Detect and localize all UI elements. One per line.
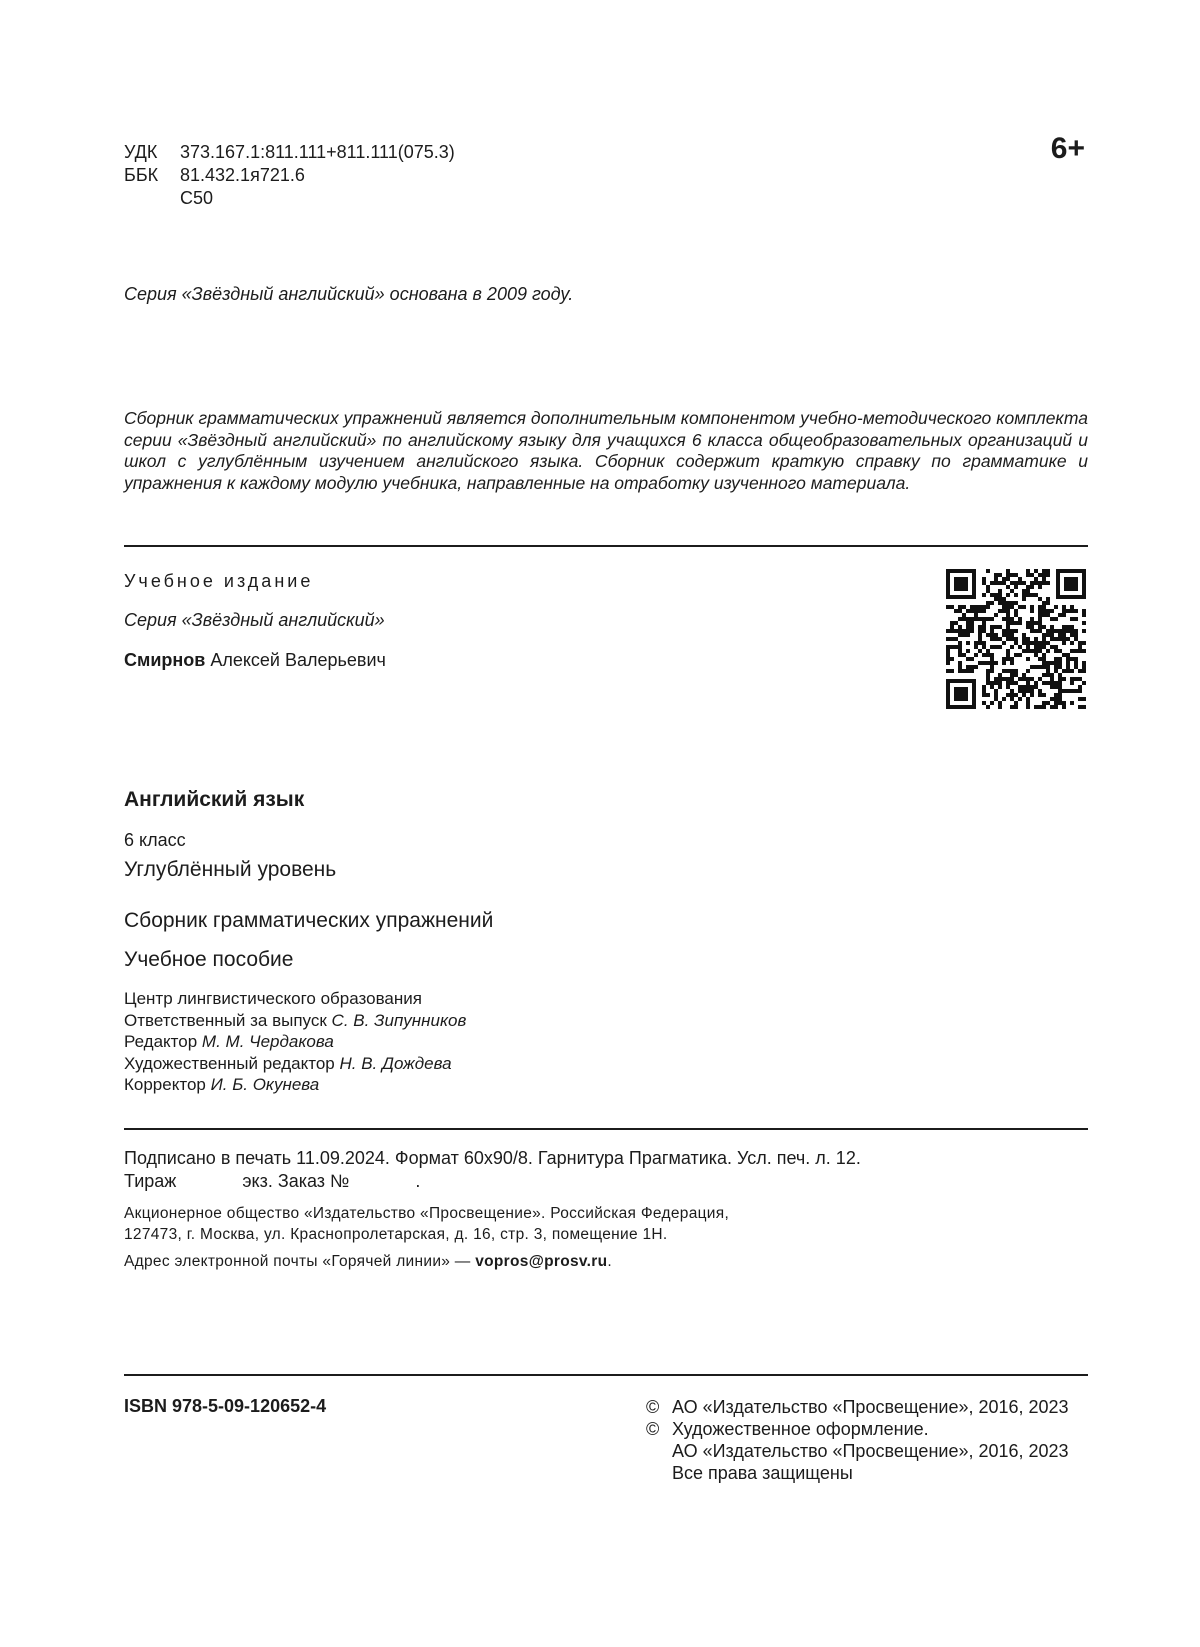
udk-value: 373.167.1:811.111+811.111(075.3) bbox=[180, 142, 455, 162]
publisher-line2: 127473, г. Москва, ул. Краснопролетарская, д. 16, стр. 3, помещение 1Н. bbox=[124, 1226, 668, 1243]
classification-block bbox=[124, 141, 455, 210]
age-rating: 6+ bbox=[1050, 132, 1085, 165]
responsible-line: Ответственный за выпуск С. В. Зипунников bbox=[124, 1010, 467, 1030]
divider-top bbox=[124, 545, 1088, 547]
isbn: ISBN 978-5-09-120652-4 bbox=[124, 1396, 327, 1416]
proofreader-name: И. Б. Окунева bbox=[210, 1075, 320, 1094]
art-editor-line: Художественный редактор Н. В. Дождева bbox=[124, 1053, 452, 1073]
copyright-line3: АО «Издательство «Просвещение», 2016, 2023 bbox=[672, 1441, 1069, 1461]
divider-middle bbox=[124, 1128, 1088, 1130]
level: Углублённый уровень bbox=[124, 858, 337, 881]
divider-bottom bbox=[124, 1374, 1088, 1376]
book-title: Английский язык bbox=[124, 788, 305, 811]
editor-name: М. М. Чердакова bbox=[201, 1032, 334, 1051]
grade: 6 класс bbox=[124, 830, 186, 850]
edition-type: Учебное издание bbox=[124, 571, 314, 591]
art-editor-name: Н. В. Дождева bbox=[339, 1053, 452, 1073]
qr-code bbox=[946, 569, 1086, 709]
abstract: Сборник грамматических упражнений является дополнительным компонентом учебно-методического комплекта серии «Звёздный английский» по английскому языку для учащихся 6 класса общеобразовательных организаций и школ с углублённым изучением английского языка. Сборник содержит краткую справку по грамматике и упражнения к каждому модулю учебника, направленные на отработку изученного материала. bbox=[124, 408, 1088, 493]
series-name: Серия «Звёздный английский» bbox=[124, 610, 385, 630]
print-info bbox=[124, 1147, 861, 1193]
series-note: Серия «Звёздный английский» основана в 2009 году. bbox=[124, 284, 574, 304]
editor-line: Редактор М. М. Чердакова bbox=[124, 1032, 334, 1051]
credits bbox=[124, 988, 466, 1096]
copyright-block bbox=[646, 1396, 1069, 1484]
publisher-address bbox=[124, 1203, 729, 1245]
copyright-line1: АО «Издательство «Просвещение», 2016, 2023 bbox=[672, 1397, 1069, 1417]
copyright-line4: Все права защищены bbox=[672, 1463, 853, 1483]
bbk-value: 81.432.1я721.6 bbox=[180, 165, 305, 185]
book-type: Учебное пособие bbox=[124, 948, 294, 971]
print-info-line1: Подписано в печать 11.09.2024. Формат 60х90/8. Гарнитура Прагматика. Усл. печ. л. 12. bbox=[124, 1148, 861, 1168]
publisher-line1: Акционерное общество «Издательство «Просвещение». Российская Федерация, bbox=[124, 1205, 730, 1222]
author-given-names: Алексей Валерьевич bbox=[210, 650, 386, 670]
copyright-symbol: © bbox=[646, 1397, 660, 1417]
bbk-label: ББК bbox=[124, 165, 159, 185]
hotline-email: Адрес электронной почты «Горячей линии» — vopros@prosv.ru. bbox=[124, 1253, 612, 1270]
department: Центр лингвистического образования bbox=[124, 989, 422, 1008]
copyright-line2: Художественное оформление. bbox=[672, 1419, 929, 1439]
copies-label: экз. Заказ № bbox=[242, 1171, 350, 1191]
subtitle: Сборник грамматических упражнений bbox=[124, 909, 494, 932]
email-address: vopros@prosv.ru bbox=[475, 1253, 608, 1270]
author-mark: С50 bbox=[180, 188, 214, 208]
print-info-line2: Тираж экз. Заказ № . bbox=[124, 1171, 421, 1191]
run-label: Тираж bbox=[124, 1171, 177, 1191]
author-line bbox=[124, 650, 386, 671]
author-surname: Смирнов bbox=[124, 650, 206, 670]
proofreader-line: Корректор И. Б. Окунева bbox=[124, 1075, 320, 1094]
copyright-symbol: © bbox=[646, 1419, 660, 1439]
udk-label: УДК bbox=[124, 142, 158, 162]
responsible-name: С. В. Зипунников bbox=[331, 1010, 467, 1030]
